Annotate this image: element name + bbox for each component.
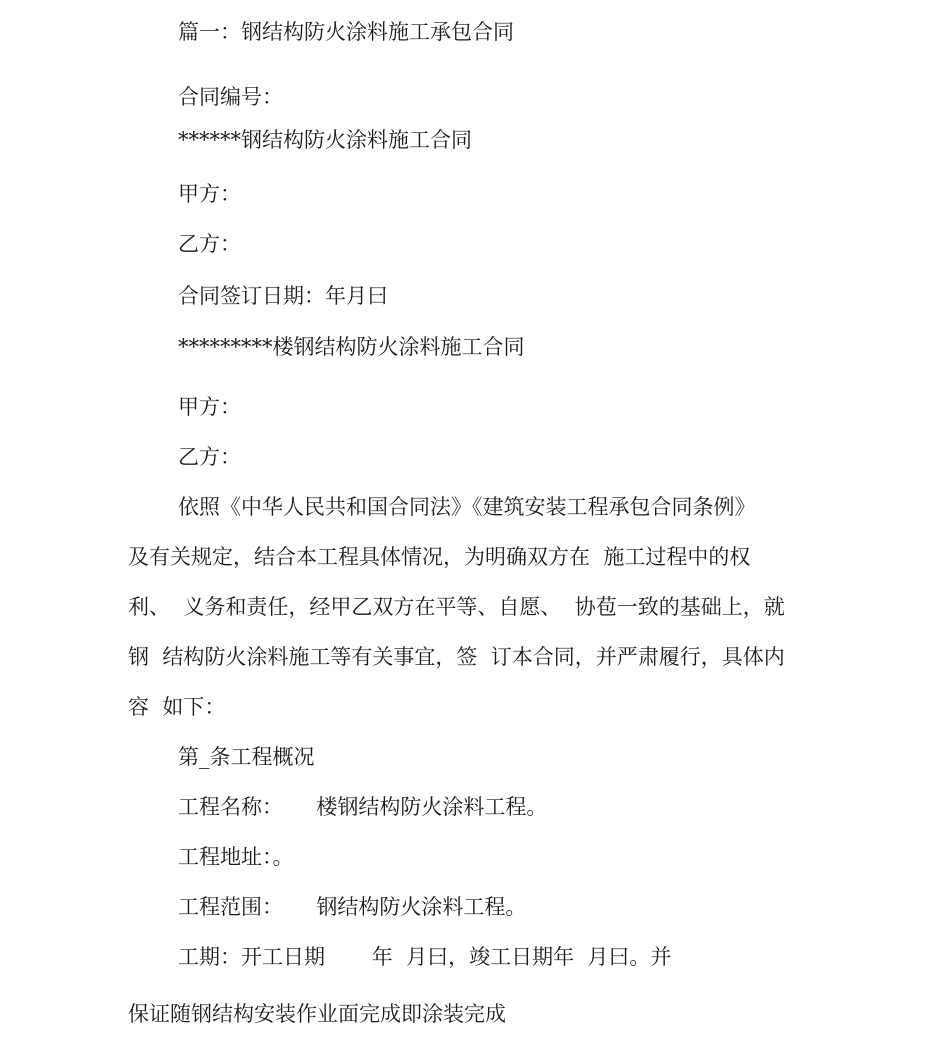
- project-schedule: 工期：开工日期 年 月曰，竣工日期年 月曰。并: [178, 945, 672, 969]
- contract-title-1: ******钢结构防火涂料施工合同: [178, 128, 472, 152]
- intro-paragraph-line: 利、 义务和责任，经甲乙双方在平等、自愿、 协苞一致的基础上，就: [128, 595, 785, 619]
- intro-paragraph-line: 钢 结构防火涂料施工等有关事宜，签 订本合同，并严肃履行，具体内: [128, 645, 785, 669]
- intro-paragraph-line: 及有关规定，结合本工程具体情况，为明确双方在 施工过程中的权: [128, 545, 751, 569]
- party-b-label-2: 乙方：: [178, 445, 241, 469]
- project-guarantee: 保证随钢结构安装作业面完成即涂装完成: [128, 1002, 506, 1026]
- party-a-label-1: 甲方：: [178, 182, 241, 206]
- document-title: 篇一：钢结构防火涂料施工承包合同: [178, 20, 514, 44]
- project-scope: 工程范围： 钢结构防火涂料工程。: [178, 895, 527, 919]
- article-1-heading: 第_条工程概况: [178, 745, 315, 769]
- contract-number-label: 合同编号：: [178, 85, 283, 109]
- signing-date: 合同签订日期：年月曰: [178, 284, 388, 308]
- party-a-label-2: 甲方：: [178, 395, 241, 419]
- intro-paragraph-line: 依照《中华人民共和国合同法》《建筑安装工程承包合同条例》: [178, 495, 756, 519]
- party-b-label-1: 乙方：: [178, 232, 241, 256]
- contract-title-2: *********楼钢结构防火涂料施工合同: [178, 335, 525, 359]
- project-name: 工程名称： 楼钢结构防火涂料工程。: [178, 795, 548, 819]
- intro-paragraph-line: 容 如下：: [128, 695, 226, 719]
- project-address: 工程地址：。: [178, 845, 294, 869]
